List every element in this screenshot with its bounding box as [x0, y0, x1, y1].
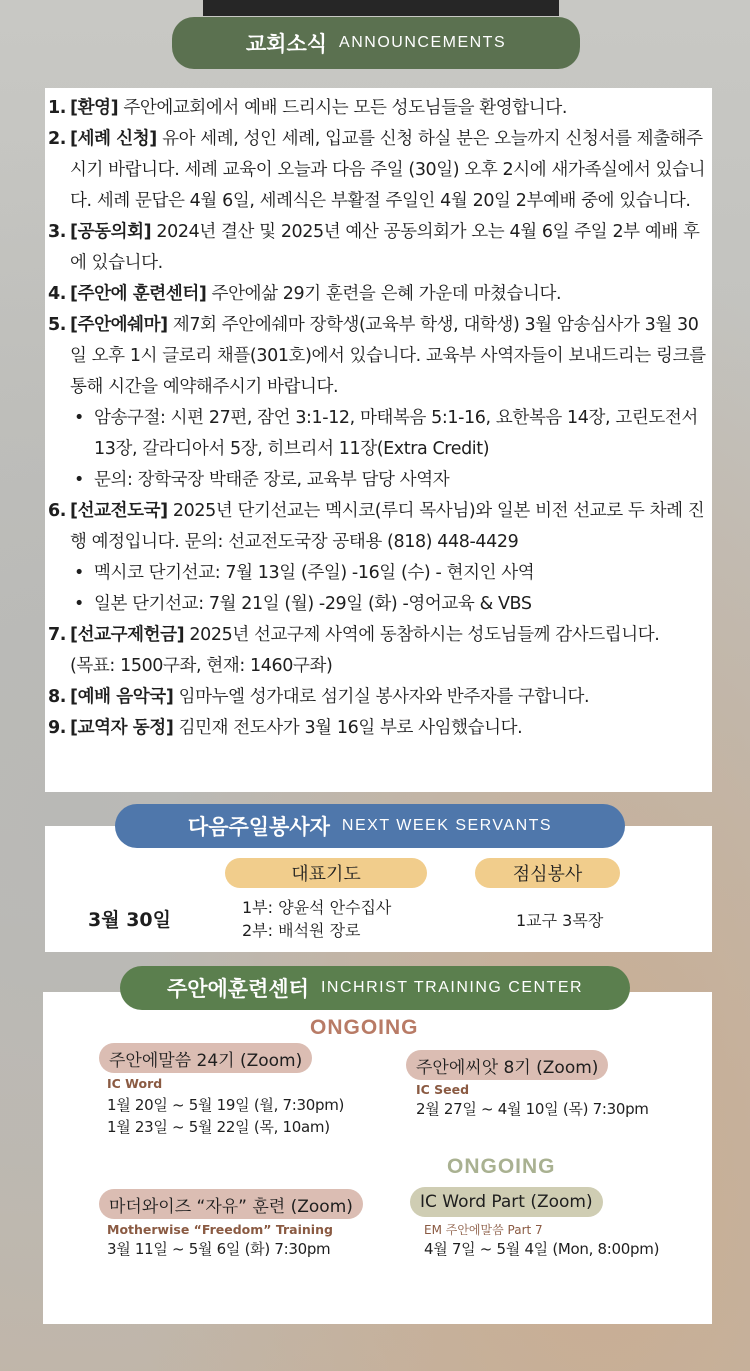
prayer-line-2: 2부: 배석원 장로: [242, 921, 361, 940]
servants-title-en: NEXT WEEK SERVANTS: [341, 817, 553, 834]
announcement-text: 주안에교회에서 예배 드리시는 모든 성도님들을 환영합니다.: [118, 98, 567, 118]
announcement-text: 2025년 선교구제 사역에 동참하시는 성도님들께 감사드립니다.: [184, 625, 660, 645]
announcement-tag: [환영]: [70, 98, 119, 118]
announcement-number: 2.: [48, 129, 67, 149]
announcement-tag: [주안에 훈련센터]: [70, 284, 207, 304]
announcements-title-en: ANNOUNCEMENTS: [339, 34, 507, 51]
top-strip: [203, 0, 559, 16]
bullet-text: 문의: 장학국장 박태준 장로, 교육부 담당 사역자: [94, 470, 450, 490]
offering-goal-note: (목표: 1500구좌, 현재: 1460구좌): [70, 656, 333, 676]
announcements-header: [172, 17, 580, 69]
announcement-number: 9.: [48, 718, 67, 738]
program-motherwise-title: 마더와이즈 “자유” 훈련 (Zoom): [99, 1189, 363, 1219]
announcement-bullet: [48, 558, 712, 589]
bullet-mark: •: [74, 594, 84, 614]
announcement-number: 6.: [48, 501, 67, 521]
program-ic-word-sub: IC Word: [107, 1076, 163, 1091]
announcement-item: [48, 310, 712, 403]
announcement-item: [48, 682, 712, 713]
lunch-column-label: 점심봉사: [475, 858, 620, 888]
training-header: [120, 966, 630, 1010]
program-ic-seed-line-1: 2월 27일 ~ 4월 10일 (목) 7:30pm: [416, 1100, 649, 1118]
ongoing-label-1: ONGOING: [310, 1016, 419, 1039]
announcement-text: 주안에삶 29기 훈련을 은혜 가운데 마쳤습니다.: [206, 284, 562, 304]
announcement-tag: [세례 신청]: [70, 129, 157, 149]
training-title-ko: 주안에훈련센터: [166, 977, 309, 1001]
program-motherwise-line-1: 3월 11일 ~ 5월 6일 (화) 7:30pm: [107, 1240, 331, 1258]
announcement-item: [48, 217, 712, 279]
announcement-text: 임마누엘 성가대로 섬기실 봉사자와 반주자를 구합니다.: [173, 687, 590, 707]
announcement-bullet: [48, 465, 712, 496]
announcement-item: [48, 620, 712, 651]
ongoing-label-2: ONGOING: [447, 1155, 556, 1178]
lunch-servant: 1교구 3목장: [516, 911, 604, 930]
prayer-line-1: 1부: 양윤석 안수집사: [242, 898, 392, 917]
program-ic-seed-title: 주안에씨앗 8기 (Zoom): [406, 1050, 608, 1080]
announcement-tag: [교역자 동정]: [70, 718, 174, 738]
announcement-tag: [선교전도국]: [70, 501, 168, 521]
program-ic-word-title: 주안에말씀 24기 (Zoom): [99, 1043, 312, 1073]
announcement-item: [48, 124, 712, 217]
announcements-title-ko: 교회소식: [245, 32, 328, 56]
training-panel: [43, 992, 712, 1324]
announcement-tag: [공동의회]: [70, 222, 152, 242]
servants-title-ko: 다음주일봉사자: [187, 815, 330, 839]
program-ic-word-line-2: 1월 23일 ~ 5월 22일 (목, 10am): [107, 1118, 330, 1136]
bullet-text: 일본 단기선교: 7월 21일 (월) -29일 (화) -영어교육 & VBS: [94, 594, 532, 614]
program-ic-word-line-1: 1월 20일 ~ 5월 19일 (월, 7:30pm): [107, 1096, 345, 1114]
announcement-text: 2024년 결산 및 2025년 예산 공동의회가 오는 4월 6일 주일 2부 예배 후에 있습니다.: [70, 222, 700, 273]
program-ic-word-part-sub: EM 주안에말씀 Part 7: [424, 1223, 543, 1237]
program-ic-seed-sub: IC Seed: [416, 1082, 470, 1097]
announcement-bullet: [48, 403, 712, 465]
announcement-number: 4.: [48, 284, 67, 304]
bullet-mark: •: [74, 470, 84, 490]
announcement-number: 1.: [48, 98, 67, 118]
servants-date: 3월 30일: [88, 909, 171, 931]
announcement-tag: [예배 음악국]: [70, 687, 174, 707]
bullet-mark: •: [74, 408, 84, 428]
announcement-item: [48, 713, 712, 744]
announcement-item: [48, 496, 712, 558]
announcement-tag: [주안에쉐마]: [70, 315, 168, 335]
announcements-list: [48, 93, 712, 744]
announcement-text: 유아 세례, 성인 세례, 입교를 신청 하실 분은 오늘까지 신청서를 제출해주시기 바랍니다. 세례 교육이 오늘과 다음 주일 (30일) 오후 2시에 새가족실에서 있습니다. 세례 문답은 4월 6일, 세례식은 부활절 주일인 4월 20일 2부예배 중에 있습니다.: [70, 129, 706, 211]
announcement-number: 8.: [48, 687, 67, 707]
announcement-item: [48, 279, 712, 310]
announcement-text: 김민재 전도사가 3월 16일 부로 사임했습니다.: [173, 718, 523, 738]
announcement-text: 2025년 단기선교는 멕시코(루디 목사님)와 일본 비전 선교로 두 차례 진행 예정입니다. 문의: 선교전도국장 공태용 (818) 448-4429: [70, 501, 705, 552]
announcement-item: [48, 93, 712, 124]
announcement-number: 5.: [48, 315, 67, 335]
announcement-number: 7.: [48, 625, 67, 645]
announcement-number: 3.: [48, 222, 67, 242]
training-title-en: INCHRIST TRAINING CENTER: [320, 979, 584, 996]
program-ic-word-part-line-1: 4월 7일 ~ 5월 4일 (Mon, 8:00pm): [424, 1240, 660, 1258]
announcement-tag: [선교구제헌금]: [70, 625, 185, 645]
servants-header: [115, 804, 625, 848]
program-ic-word-part-title: IC Word Part (Zoom): [410, 1187, 603, 1217]
bullet-text: 암송구절: 시편 27편, 잠언 3:1-12, 마태복음 5:1-16, 요한복음 14장, 고린도전서 13장, 갈라디아서 5장, 히브리서 11장(Extra Credit): [94, 408, 698, 459]
program-motherwise-sub: Motherwise “Freedom” Training: [107, 1222, 333, 1237]
bullet-mark: •: [74, 563, 84, 583]
prayer-column-label: 대표기도: [225, 858, 427, 888]
announcement-text: 제7회 주안에쉐마 장학생(교육부 학생, 대학생) 3월 암송심사가 3월 30일 오후 1시 글로리 채플(301호)에서 있습니다. 교육부 사역자들이 보내드리는 링크를 통해 시간을 예약해주시기 바랍니다.: [70, 315, 706, 397]
announcement-bullet: [48, 589, 712, 620]
bullet-text: 멕시코 단기선교: 7월 13일 (주일) -16일 (수) - 현지인 사역: [94, 563, 535, 583]
